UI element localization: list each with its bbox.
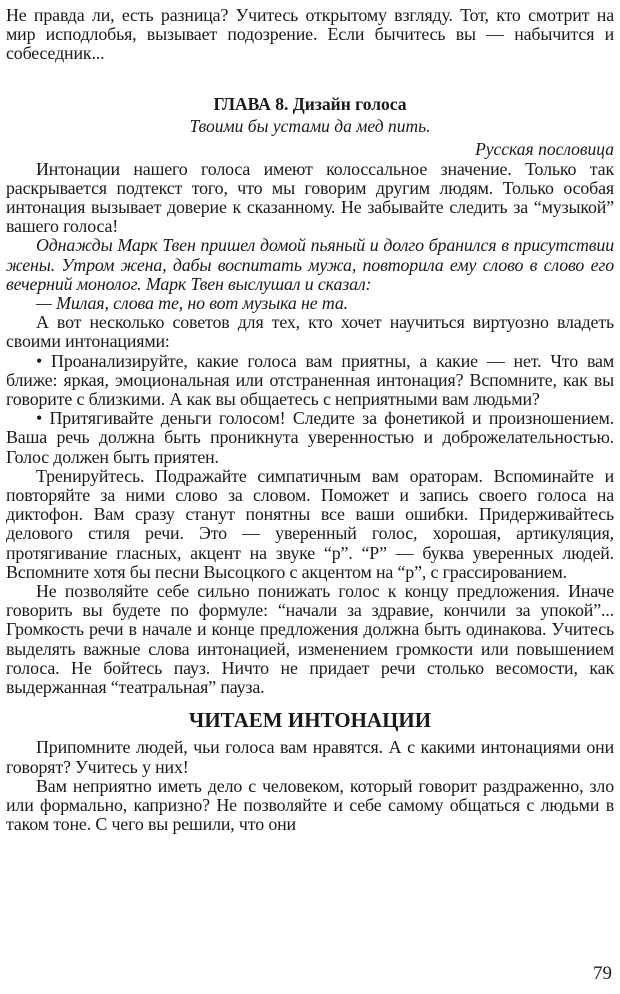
paragraph-anecdote-quote: — Милая, слова те, но вот музыка не та. <box>36 293 348 314</box>
paragraph-bullet-money: • Притягивайте деньги голосом! Следите за фонетикой и произношением. Ваша речь должна быть проникнута уверенностью и доброжелательностью. Голос должен быть приятен. <box>6 408 614 467</box>
epigraph: Твоими бы устами да мед пить. <box>189 115 431 136</box>
epigraph-source: Русская пословица <box>475 138 614 159</box>
paragraph-advice-intro: А вот несколько советов для тех, кто хочет научиться виртуозно владеть своими интонациями: <box>6 312 614 352</box>
section-title: ЧИТАЕМ ИНТОНАЦИИ <box>188 708 432 733</box>
page-number: 79 <box>593 963 612 984</box>
paragraph-bullet-analyze: • Проанализируйте, какие голоса вам приятны, а какие — нет. Что вам ближе: яркая, эмоциональная или отстраненная интонация? Вспомните, как вы говорите с близкими. А как вы общаетесь с неприятными вам людьми? <box>6 350 614 410</box>
paragraph-recall: Припомните людей, чьи голоса вам нравятся. А с какими интонациями они говорят? Учитесь у них! <box>6 737 614 777</box>
paragraph-training: Тренируйтесь. Подражайте симпатичным вам ораторам. Вспоминайте и повторяйте за ними слово за словом. Поможет и запись своего голоса на диктофон. Вам сразу станут понятны все ваши ошибки. Придерживайтесь делового стиля речи. Это — уверенный голос, хорошая, артикуляция, протягивание гласных, акцент на звуке “р”. “Р” — буква уверенных людей. Вспомните хотя бы песни Высоцкого с акцентом на “р”, с грассированием. <box>6 465 614 582</box>
chapter-title: ГЛАВА 8. Дизайн голоса <box>213 93 407 114</box>
book-page <box>6 6 614 986</box>
paragraph-tone: Вам неприятно иметь дело с человеком, который говорит раздраженно, зло или формально, капризно? Не позволяйте и себе самому общаться с людьми в таком тоне. С чего вы решили, что они <box>6 775 614 835</box>
paragraph-anecdote: Однажды Марк Твен пришел домой пьяный и долго бранился в присутствии жены. Утром жена, дабы воспитать мужа, повторила ему слово в слово его вечерний монолог. Марк Твен выслушал и сказал: <box>6 235 614 294</box>
paragraph-volume: Не позволяйте себе сильно понижать голос к концу предложения. Иначе говорить вы будете по формуле: “начали за здравие, кончили за упокой”... Громкость речи в начале и конце предложения должна быть одинакова. Учитесь выделять важные слова интонацией, изменением громкости или повышением голоса. Не бойтесь пауз. Ничто не придает речи столько весомости, как выдержанная “театральная” пауза. <box>6 581 614 698</box>
paragraph-intonation: Интонации нашего голоса имеют колоссальное значение. Только так раскрывается подтекст того, что мы говорим другим людям. Только особая интонация вызывает доверие к сказанному. Не забывайте следить за “музыкой” вашего голоса! <box>6 158 614 237</box>
opening-paragraph: Не правда ли, есть разница? Учитесь открытому взгляду. Тот, кто смотрит на мир исподлобья, вызывает подозрение. Если бычитесь вы — набычится и собеседник... <box>6 5 614 64</box>
